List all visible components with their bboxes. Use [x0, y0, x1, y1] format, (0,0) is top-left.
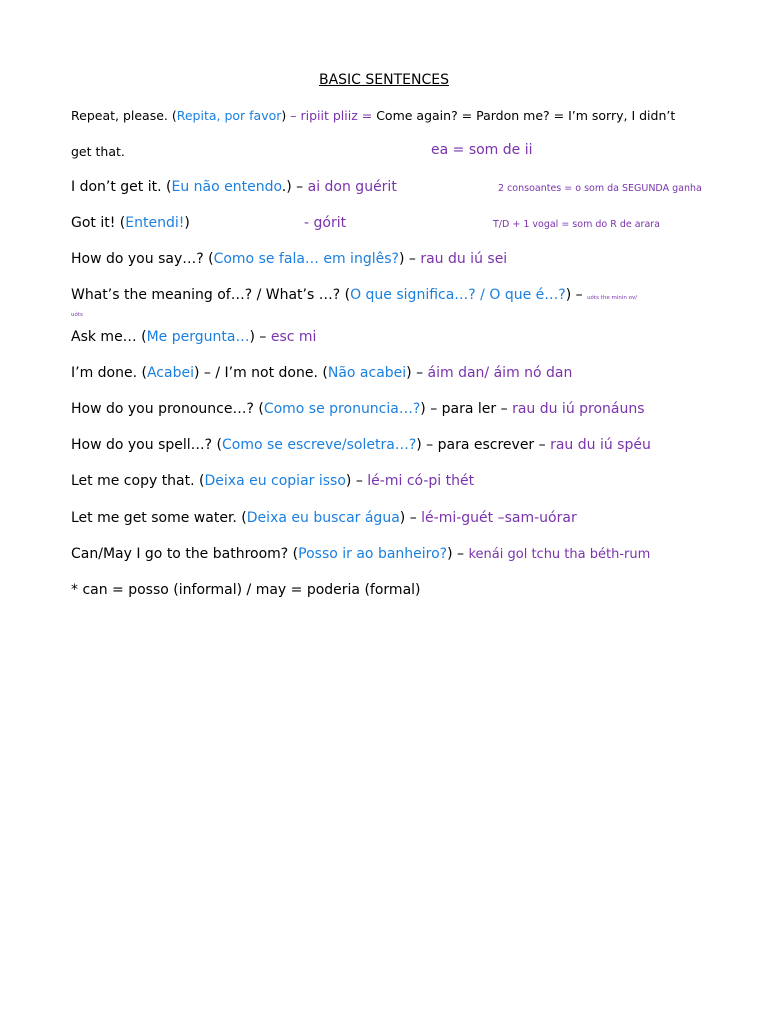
intro-english: Repeat, please. (	[71, 108, 177, 123]
sentence-english: How do you pronounce…? (	[71, 401, 264, 417]
sentence-pronunciation: kenái gol tchu tha béth-rum	[468, 547, 651, 562]
sentence-portuguese: Não acabei	[327, 365, 407, 381]
sentence-english: Can/May I go to the bathroom? (	[71, 546, 299, 562]
note-td: T/D + 1 vogal = som do R de arara	[493, 219, 660, 230]
sentence-row	[71, 329, 316, 345]
sentence-english: Got it! (	[71, 215, 126, 231]
intro-alternatives: Come again? = Pardon me? = I’m sorry, I didn’t	[372, 108, 676, 123]
sentence-row	[71, 437, 651, 453]
sentence-english: ) –	[249, 329, 271, 345]
sentence-row	[71, 287, 637, 303]
sentence-pronunciation: lé-mi có-pi thét	[367, 473, 475, 489]
sentence-english: Let me copy that. (	[71, 473, 205, 489]
sentence-row	[71, 401, 645, 417]
note-consoantes: 2 consoantes = o som da SEGUNDA ganha	[498, 183, 702, 194]
footnote: * can = posso (informal) / may = poderia (formal)	[71, 582, 421, 598]
sentence-pronunciation: uóts the minin ov/	[587, 295, 638, 301]
sentence-portuguese: Entendi!	[125, 215, 185, 231]
sentence-row	[71, 365, 572, 381]
sentence-pronunciation: ai don guérit	[307, 179, 397, 195]
intro-line	[71, 108, 675, 123]
sentence-row	[71, 510, 577, 526]
sentence-english: )	[184, 215, 190, 231]
sentence-english: ) –	[399, 510, 422, 526]
sentence-portuguese: Deixa eu copiar isso	[204, 473, 346, 489]
page-title: BASIC SENTENCES	[318, 72, 449, 88]
sentence-row	[71, 215, 190, 231]
sentence-pronunciation: rau du iú spéu	[550, 437, 651, 453]
sentence-english: .) –	[281, 179, 308, 195]
sentence-english: I don’t get it. (	[71, 179, 172, 195]
sentence-english: ) –	[398, 251, 421, 267]
sentence-portuguese: Como se escreve/soletra…?	[222, 437, 417, 453]
sentence-english: ) –	[565, 287, 588, 303]
intro-line-continued: get that.	[71, 144, 125, 159]
sentence-english: Let me get some water. (	[71, 510, 247, 526]
sentence-portuguese: Deixa eu buscar água	[246, 510, 400, 526]
note-ea: ea = som de ii	[431, 142, 533, 158]
intro-pronunciation: – ripiit pliiz =	[286, 108, 373, 123]
sentence-english: Ask me… (	[71, 329, 147, 345]
sentence-row	[71, 546, 650, 562]
sentence-pronunciation: - górit	[304, 215, 347, 231]
sentence-english: ) –	[447, 546, 469, 562]
sentence-english: I’m done. (	[71, 365, 147, 381]
sentence-pronunciation: rau du iú sei	[420, 251, 508, 267]
sentence-english: ) –	[406, 365, 428, 381]
sentence-english: What’s the meaning of…? / What’s …? (	[71, 287, 351, 303]
intro-portuguese: Repita, por favor	[176, 108, 282, 123]
sentence-row	[71, 179, 397, 195]
sentence-english: ) – / I’m not done. (	[193, 365, 328, 381]
sentence-row	[71, 473, 474, 489]
intro-english-close: )	[281, 108, 287, 123]
sentence-portuguese: O que significa…? / O que é…?	[350, 287, 566, 303]
sentence-portuguese: Posso ir ao banheiro?	[298, 546, 448, 562]
sentence-english: ) – para ler –	[420, 401, 513, 417]
sentence-pronunciation-continued: uóts	[71, 312, 83, 318]
sentence-portuguese: Acabei	[146, 365, 194, 381]
sentence-portuguese: Como se pronuncia…?	[263, 401, 421, 417]
sentence-portuguese: Me pergunta…	[146, 329, 250, 345]
sentence-pronunciation: esc mi	[270, 329, 317, 345]
sentence-english: How do you say…? (	[71, 251, 214, 267]
sentence-portuguese: Como se fala… em inglês?	[213, 251, 399, 267]
sentence-english: ) – para escrever –	[416, 437, 551, 453]
sentence-portuguese: Eu não entendo	[171, 179, 282, 195]
sentence-english: ) –	[345, 473, 368, 489]
sentence-pronunciation: lé-mi-guét –sam-uórar	[421, 510, 577, 526]
sentence-pronunciation: rau du iú pronáuns	[512, 401, 645, 417]
sentence-row	[71, 251, 507, 267]
sentence-english: How do you spell…? (	[71, 437, 222, 453]
sentence-pronunciation: áim dan/ áim nó dan	[427, 365, 573, 381]
